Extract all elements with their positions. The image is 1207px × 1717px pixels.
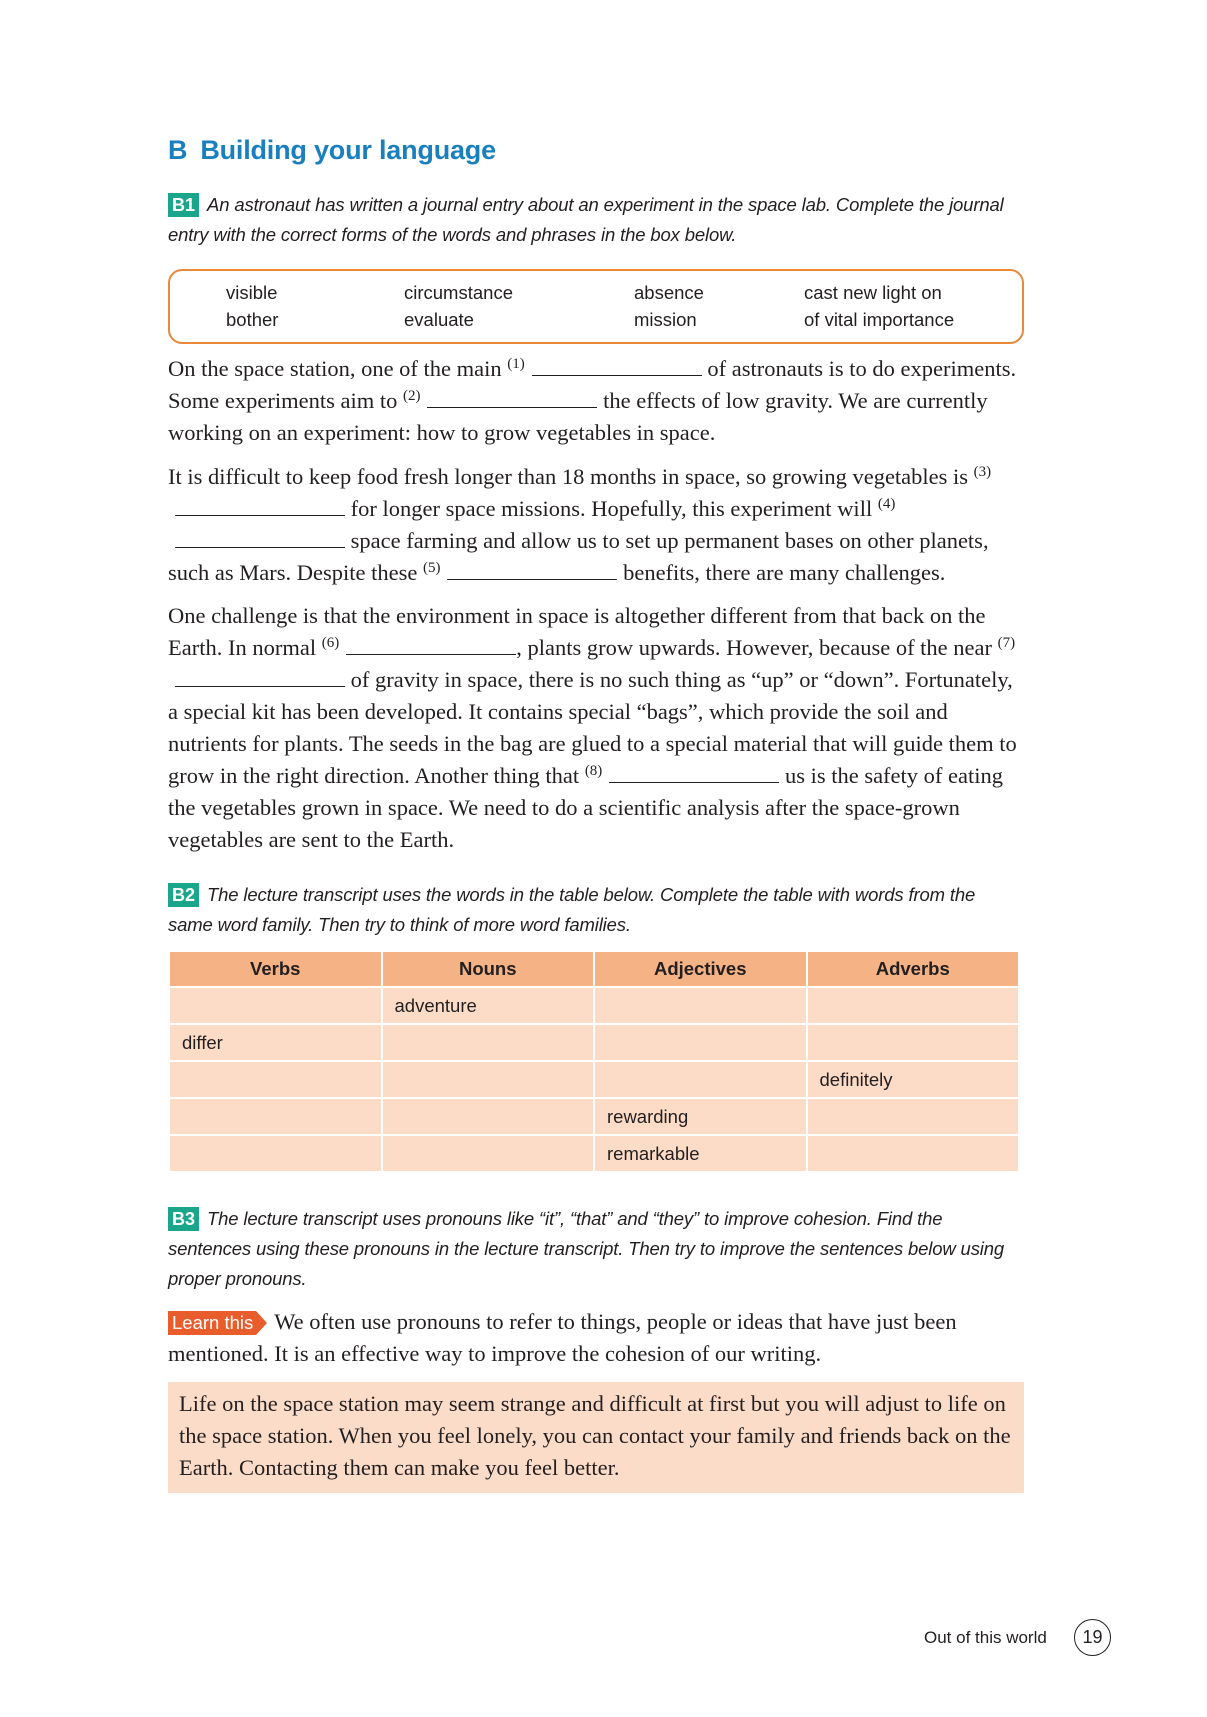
column-header-nouns: Nouns — [382, 951, 595, 987]
table-cell — [807, 987, 1020, 1024]
table-cell — [169, 1135, 382, 1172]
gap-number: (1) — [507, 356, 525, 372]
table-cell — [382, 1135, 595, 1172]
table-cell — [807, 1024, 1020, 1061]
gap-number: (3) — [973, 464, 992, 480]
journal-text: benefits, there are many challenges. — [617, 560, 946, 585]
journal-text: It is difficult to keep food fresh longer than 18 months in space, so growing vegetables is — [168, 464, 974, 489]
table-row — [169, 1135, 1019, 1172]
page-number: 19 — [1074, 1619, 1111, 1656]
column-header-adverbs: Adverbs — [807, 951, 1020, 987]
journal-text: , plants grow upwards. However, because of the near — [516, 635, 998, 660]
table-cell: adventure — [382, 987, 595, 1024]
table-cell — [594, 1024, 807, 1061]
answer-blank-6 — [346, 636, 516, 655]
word-box-item: circumstance — [404, 282, 513, 303]
table-cell — [382, 1098, 595, 1135]
column-header-adjectives: Adjectives — [594, 951, 807, 987]
journal-text: of astronauts is to do experiments. Some experiments aim to — [168, 356, 1017, 413]
table-cell — [382, 1061, 595, 1098]
b1-instruction — [168, 190, 1024, 250]
learn-this-badge: Learn this — [168, 1311, 256, 1335]
answer-blank-5 — [447, 561, 617, 580]
journal-text: of gravity in space, there is no such thing as “up” or “down”. Fortunately, a special kit has been developed. It contains special “bags”, which provide the soil and nutrients for plants. The seeds in the bag are glued to a special material that will guide them to grow in the right direction. Another thing that — [168, 667, 1017, 788]
b3-badge: B3 — [168, 1207, 199, 1231]
journal-text: us is the safety of eating the vegetables grown in space. We need to do a scientific analysis after the space-grown vegetables are sent to the Earth. — [168, 763, 1004, 852]
table-row — [169, 987, 1019, 1024]
table-cell — [594, 987, 807, 1024]
gap-number: (2) — [402, 388, 421, 404]
learn-this-note — [168, 1306, 1024, 1370]
b2-instruction — [168, 880, 1024, 940]
gap-number: (8) — [584, 763, 603, 779]
journal-paragraph-2 — [168, 461, 1024, 589]
section-letter: B — [168, 135, 188, 165]
answer-blank-2 — [427, 389, 597, 408]
table-cell — [594, 1061, 807, 1098]
column-header-verbs: Verbs — [169, 951, 382, 987]
textbook-page — [168, 132, 1024, 1493]
example-sentences-box — [168, 1382, 1024, 1493]
gap-number: (6) — [321, 635, 340, 651]
journal-paragraph-1 — [168, 353, 1024, 449]
table-cell — [169, 987, 382, 1024]
answer-blank-7 — [175, 668, 345, 687]
answer-blank-4 — [175, 529, 345, 548]
journal-text: for longer space missions. Hopefully, this experiment will — [345, 496, 878, 521]
table-row — [169, 1024, 1019, 1061]
word-box-item: visible — [226, 282, 278, 303]
journal-entry — [168, 353, 1024, 856]
section-heading — [168, 132, 1024, 168]
word-box-item: of vital importance — [804, 309, 955, 330]
table-row — [169, 1061, 1019, 1098]
table-cell: differ — [169, 1024, 382, 1061]
journal-text: the effects of low gravity. We are currently working on an experiment: how to grow vegetables in space. — [168, 388, 988, 445]
word-box-item: cast new light on — [804, 282, 942, 303]
word-box — [168, 269, 1024, 344]
section-title: Building your language — [200, 135, 496, 165]
answer-blank-3 — [175, 497, 345, 516]
table-cell: rewarding — [594, 1098, 807, 1135]
word-box-row — [170, 279, 1022, 306]
gap-number: (5) — [422, 560, 441, 576]
word-box-item: bother — [226, 309, 279, 330]
table-cell: remarkable — [594, 1135, 807, 1172]
table-cell — [169, 1098, 382, 1135]
b1-instruction-text: An astronaut has written a journal entry about an experiment in the space lab. Complete the journal entry with the correct forms of the words and phrases in the box below. — [168, 194, 1004, 245]
word-box-item: mission — [634, 309, 697, 330]
table-cell — [807, 1135, 1020, 1172]
journal-text: One challenge is that the environment in space is altogether different from that back on the Earth. In normal — [168, 603, 986, 660]
table-header-row — [169, 951, 1019, 987]
chapter-title: Out of this world — [924, 1628, 1047, 1647]
example-text: Life on the space station may seem strange and difficult at first but you will adjust to life on the space station. When you feel lonely, you can contact your family and friends back on the Earth. Contacting them can make you feel better. — [179, 1391, 1011, 1480]
table-cell — [169, 1061, 382, 1098]
journal-text: On the space station, one of the main — [168, 356, 508, 381]
table-cell: definitely — [807, 1061, 1020, 1098]
word-box-item: absence — [634, 282, 704, 303]
b3-instruction — [168, 1204, 1024, 1294]
answer-blank-8 — [609, 764, 779, 783]
table-cell — [807, 1098, 1020, 1135]
word-box-row — [170, 306, 1022, 333]
gap-number: (7) — [997, 635, 1016, 651]
word-family-table — [168, 950, 1020, 1173]
table-cell — [382, 1024, 595, 1061]
answer-blank-1 — [532, 357, 702, 376]
journal-text: space farming and allow us to set up permanent bases on other planets, such as Mars. Despite these — [168, 528, 989, 585]
b2-badge: B2 — [168, 883, 199, 907]
learn-this-text: We often use pronouns to refer to things, people or ideas that have just been mentioned. It is an effective way to improve the cohesion of our writing. — [168, 1309, 957, 1366]
b2-instruction-text: The lecture transcript uses the words in the table below. Complete the table with words from the same word family. Then try to think of more word families. — [168, 884, 976, 935]
gap-number: (4) — [877, 496, 896, 512]
b1-badge: B1 — [168, 193, 199, 217]
word-box-item: evaluate — [404, 309, 474, 330]
table-row — [169, 1098, 1019, 1135]
journal-paragraph-3 — [168, 600, 1024, 856]
b3-instruction-text: The lecture transcript uses pronouns like “it”, “that” and “they” to improve cohesion. Find the sentences using these pronouns in the lecture transcript. Then try to improve the sentences below using proper pronouns. — [168, 1208, 1005, 1289]
